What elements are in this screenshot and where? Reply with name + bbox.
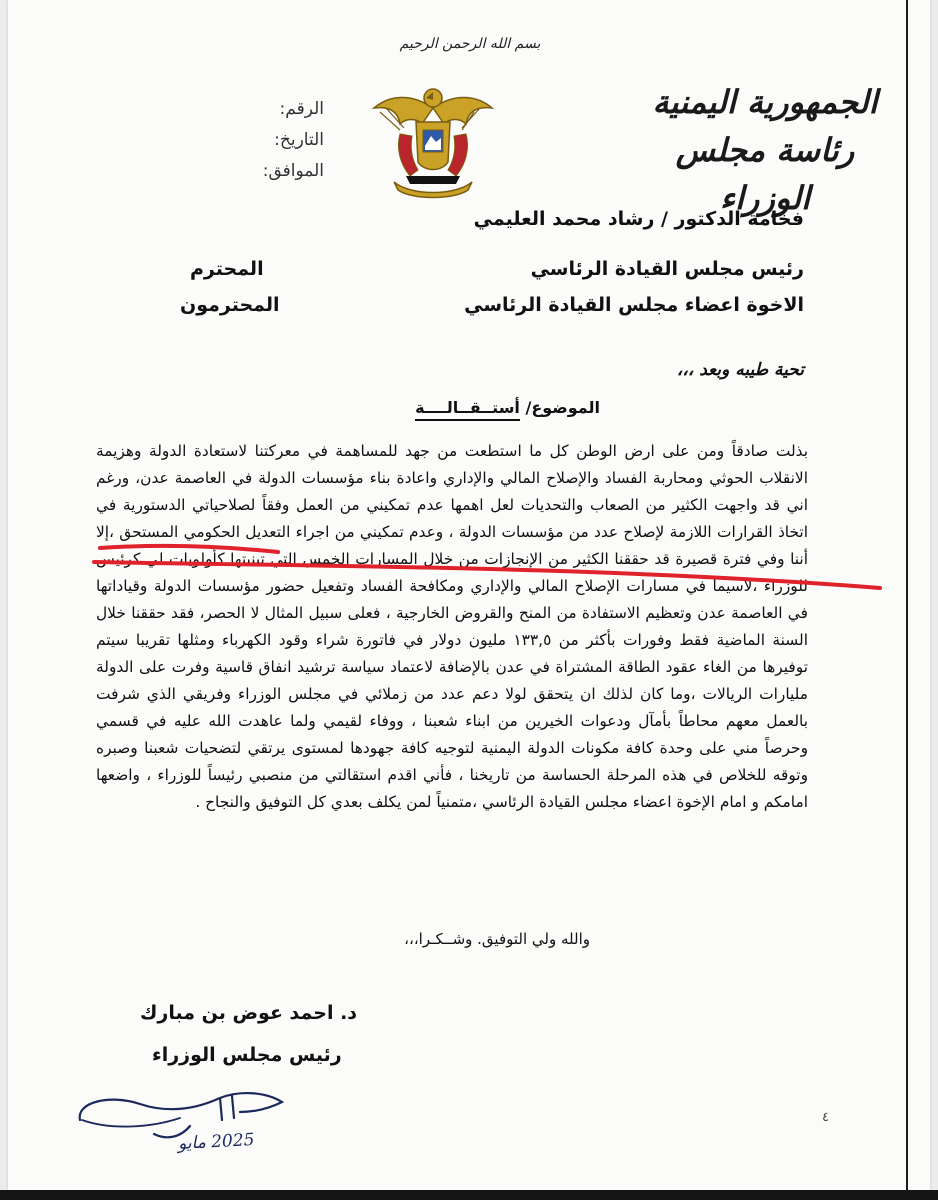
- letter-body: [96, 438, 808, 816]
- page-number: ٤: [822, 1110, 829, 1125]
- addressee-honorific-1: المحترم: [190, 258, 264, 280]
- subject-value: أستــقــالــــة: [415, 398, 520, 421]
- government-heading: [630, 78, 900, 222]
- ref-number-label: الرقم: [285, 99, 324, 119]
- greeting: تحية طيبه وبعد ،،،: [676, 360, 804, 380]
- subject-line: [415, 398, 600, 417]
- signatory-name: د. احمد عوض بن مبارك: [140, 1002, 358, 1024]
- handwritten-date: 2025 مايو: [177, 1130, 255, 1154]
- gov-line-2: رئاسة مجلس الوزراء: [675, 131, 855, 217]
- addressee-line-1: فخامة الدكتور / رشاد محمد العليمي: [473, 208, 804, 230]
- addressee-honorific-2: المحترمون: [180, 294, 280, 316]
- body-paragraph: بذلت صادقاً ومن على ارض الوطن كل ما استطعت من جهد للمساهمة في معركتنا لاستعادة الدولة وهزيمة الانقلاب الحوثي ومحاربة الفساد والإصلاح المالي والإداري واعادة بناء مؤسسات الدولة في العاصمة عدن، ورغم اني قد واجهت الكثير من الصعاب والتحديات لعل اهمها عدم تمكيني من العمل وفقاً لصلاحياتي الدستورية في اتخاذ القرارات اللازمة لإصلاح عدد من مؤسسات الدولة ، وعدم تمكيني من اجراء التعديل الحكومي المستحق ،إلا أننا وفي فترة قصيرة قد حققنا الكثير من الإنجازات من خلال المسارات الخمس التي تبنيتها كأولويات لي كرئيس للوزراء ،لاسيما في مسارات الإصلاح المالي والإداري ومكافحة الفساد وتفعيل حضور مؤسسات الدولة وقياداتها في العاصمة عدن وتعظيم الاستفادة من المنح والقروض الخارجية ، فعلى سبيل المثال لا الحصر، فقد حققنا خلال السنة الماضية فقط وفورات بأكثر من ١٣٣,٥ مليون دولار في فاتورة شراء وقود الكهرباء ومثلها تقريبا سيتم توفيرها من الغاء عقود الطاقة المشتراة في عدن بالإضافة لاعتماد سياسة ترشيد انفاق قاسية وفرت على الدولة مليارات الريالات ،وما كان لذلك ان يتحقق لولا دعم عدد من زملائي في مجلس الوزراء وفريقي الذي شرفت بالعمل معهم محاطاً بأمآل ودعوات الخيرين من ابناء شعبنا ، ووفاء لقيمي ولما عاهدت الله عليه في قسمي وحرصاً مني على وحدة كافة مكونات الدولة اليمنية لتوجيه كافة جهودها لمستوى يرتقي لتضحيات شعبنا وصبره وتوقه للخلاص في هذه المرحلة الحساسة من تاريخنا ، فأني اقدم استقالتي من منصبي رئيساً للوزراء ، واضعها امامكم و امام الإخوة اعضاء مجلس القيادة الرئاسي ،متمنياً لمن يكلف بعدي كل التوفيق والنجاح .: [96, 442, 809, 811]
- signatory-title: رئيس مجلس الوزراء: [152, 1044, 342, 1066]
- basmala: بسم الله الرحمن الرحيم: [399, 36, 541, 52]
- closing-line: والله ولي التوفيق. وشــكـرا،،،: [404, 930, 590, 948]
- page-border-line: [906, 0, 908, 1190]
- ref-corresponding-label: الموافق: [268, 161, 324, 181]
- addressee-line-2: رئيس مجلس القيادة الرئاسي: [530, 258, 804, 280]
- bottom-edge-bar: [0, 1190, 938, 1200]
- subject-label: الموضوع/: [525, 398, 600, 417]
- ref-date-field: التاريخ :: [214, 125, 324, 156]
- ref-number-field: الرقم :: [214, 94, 324, 125]
- yemen-emblem-icon: [370, 78, 496, 202]
- ref-corresponding-field: الموافق :: [214, 156, 324, 187]
- addressee-line-3: الاخوة اعضاء مجلس القيادة الرئاسي: [464, 294, 804, 316]
- ref-date-label: التاريخ: [279, 130, 324, 150]
- reference-fields: [214, 94, 324, 187]
- gov-line-1: الجمهورية اليمنية: [652, 83, 878, 121]
